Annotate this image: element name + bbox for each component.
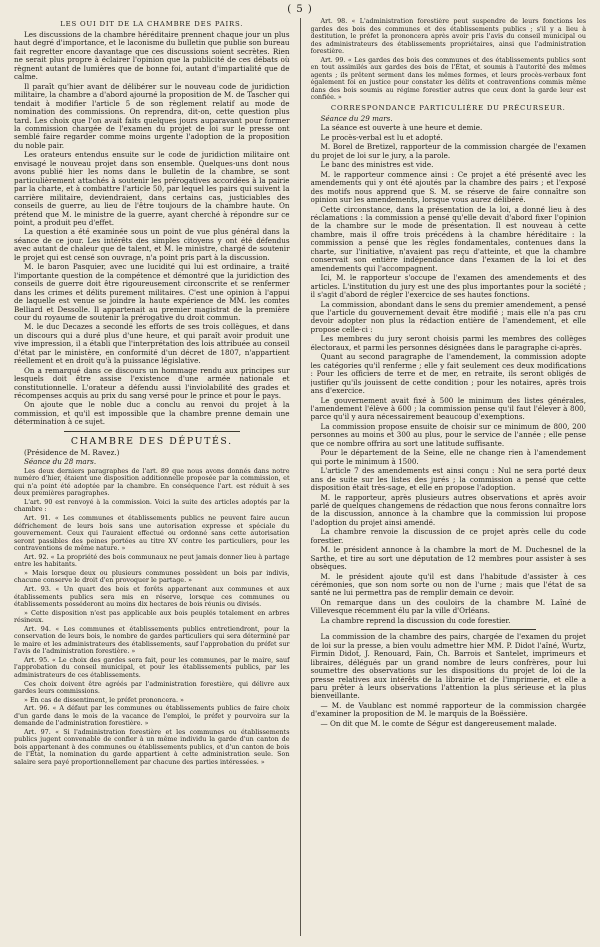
column-rule bbox=[300, 18, 301, 936]
news-paragraph: — M. de Vaublanc est nommé rapporteur de la commission chargée d'examiner la proposition de M. le marquis de la Boëssière. bbox=[310, 700, 587, 719]
paragraph: La commission propose ensuite de choisir sur ce minimum de 800, 200 personnes au moins et 300 au plus, pour le service de l'année ; elle pense que ce nombre offrira au sort une latitude suffisante. bbox=[310, 421, 587, 448]
paragraph: La chambre reprend la discussion du code forestier. bbox=[320, 615, 511, 625]
article-paragraph: Art. 99. « Les gardes des bois des communes et des établissements publics sont en tout assimilés aux gardes des bois de l'État, et soumis à l'autorité des mêmes agents ; ils prêtent serment dans les mêmes formes, et leurs procès-verbaux font également foi en justice pour constater les délits et contraventions commis même dans des bois soumis au régime forestier autres que ceux dont la garde leur est confiée. » bbox=[310, 55, 587, 102]
paragraph: Ici, M. le rapporteur s'occupe de l'examen des amendements et des articles. L'institution du jury est une des plus importantes pour la société ; il s'agit d'abord de régler l'exercice de ses hautes fonctions. bbox=[310, 273, 587, 300]
section-title-correspondence: CORRESPONDANCE PARTICULIÈRE DU PRÉCURSEUR. bbox=[330, 104, 566, 113]
article-paragraph: Art. 97. « Si l'administration forestière et les communes ou établissements publics jugent convenable de confier à un même individu la garde d'un canton de bois appartenant à des communes ou établissements publics, et d'un canton de bois de l'État, la nomination du garde appartient à cette administration seule. Son salaire sera payé proportionnellement par chacune des parties intéressées. » bbox=[14, 727, 290, 766]
article-paragraph: L'art. 90 est renvoyé à la commission. Voici la suite des articles adoptés par la chambre : bbox=[14, 497, 290, 514]
paragraph: La séance est ouverte à une heure et demie. bbox=[320, 123, 483, 133]
article-paragraph: Art. 94. « Les communes et établissements publics entretiendront, pour la conservation de leurs bois, le nombre de gardes particuliers qui sera déterminé par le maire et les administrateurs des établissements, sauf l'approbation du préfet sur l'avis de l'administration forestière. » bbox=[14, 624, 290, 656]
section-divider bbox=[64, 431, 240, 432]
session-date-correspondence: Séance du 29 mars. bbox=[320, 114, 393, 124]
session-date-deputies: Séance du 28 mars. bbox=[24, 457, 97, 467]
paragraph: Cette circonstance, dans la présentation de la loi, a donné lieu à des réclamations : la commission a pensé qu'elle devait d'abord fixer l'opinion de la chambre sur le mode de présentation. Il est nouveau à cette chambre, mais il offre trois précédens à la chambre héréditaire : la commission a pensé que les règles fondamentales, contenues dans la charte, sur l'initiative, n'avaient pas reçu d'atteinte, et que la chambre conservait son entière indépendance dans l'examen de la loi et des amendements qui l'accompagnent. bbox=[310, 204, 587, 273]
paragraph: M. le rapporteur commence ainsi : Ce projet a été présenté avec les amendements qui y ont été ajoutés par la chambre des pairs ; et l'exposé des motifs nous apprend que S. M. se réserve de faire connaître son opinion sur les amendements, lorsque vous aurez délibéré. bbox=[310, 169, 587, 205]
paragraph: La commission, abondant dans le sens du premier amendement, a pensé que l'article du gouvernement devait être modifié ; mais elle n'a pas cru devoir adopter non plus la rédaction entière de l'amendement, et elle propose celle-ci : bbox=[310, 299, 587, 334]
paragraph: Les discussions de la chambre héréditaire prennent chaque jour un plus haut degré d'importance, et le laconisme du bulletin que publie son bureau fait regretter encore davantage que ces discussions soient secrètes. Rien ne serait plus propre à éclairer l'opinion que la publicité de ces débats où règnent autant de lumières que de bonne foi, autant d'impartialité que de calme. bbox=[14, 30, 290, 82]
section-title-peers: LES OUI DIT DE LA CHAMBRE DES PAIRS. bbox=[60, 20, 244, 28]
paragraph: Les membres du jury seront choisis parmi les membres des collèges électoraux, et parmi les personnes désignées dans le paragraphe ci-après. bbox=[310, 334, 587, 352]
paragraph: M. le duc Decazes a secondé les efforts de ses trois collègues, et dans un discours qui a duré plus d'une heure, et qui paraît avoir produit une vive impression, il a établi que l'interprétation des lois attribuée au conseil d'état par le ministère, en conformité d'un décret de 1807, n'appartient réellement et en droit qu'à la puissance législative. bbox=[14, 322, 290, 366]
article-paragraph: Art. 98. « L'administration forestière peut suspendre de leurs fonctions les gardes des bois des communes et des établissements publics ; s'il y a lieu à destitution, le préfet la prononcera après avoir pris l'avis du conseil municipal ou des administrateurs des établissements propriétaires, ainsi que l'administration forestière. bbox=[310, 18, 587, 56]
paragraph: Le banc des ministres est vide. bbox=[320, 160, 434, 170]
paragraph: Le gouvernement avait fixé à 500 le minimum des listes générales, l'amendement l'élève à 600 ; la commission pense qu'il faut l'élever à 800, parce qu'il y aura nécessairement beaucoup d'exemptions. bbox=[310, 395, 587, 422]
paragraph: M. le président ajoute qu'il est dans l'habitude d'assister à ces cérémonies, que son nom sorte ou non de l'urne ; mais que l'état de sa santé ne lui permettra pas de remplir demain ce devoir. bbox=[310, 571, 587, 598]
section-deputies-body bbox=[14, 468, 290, 767]
paragraph: On remarque dans un des couloirs de la chambre M. Laîné de Villevesque récemment élu par la ville d'Orléans. bbox=[310, 597, 587, 616]
section-divider bbox=[361, 629, 537, 630]
article-paragraph: Art. 91. « Les communes et établissements publics ne peuvent faire aucun défrichement de leurs bois sans une autorisation expresse et spéciale du gouvernement. Ceux qui l'auraient effectué ou ordonné sans cette autorisation seront passibles des peines portées au titre XV contre les particuliers, pour les contraventions de même nature. » bbox=[14, 514, 290, 553]
paragraph: Le procès-verbal est lu et adopté. bbox=[320, 132, 443, 142]
page-number: ( 5 ) bbox=[287, 4, 313, 15]
paragraph: On a remarqué dans ce discours un hommage rendu aux principes sur lesquels doit être assise l'existence d'une armée nationale et constitutionnelle. L'orateur a défendu aussi l'inviolabilité des grades et récompenses acquis au prix du sang versé pour le prince et pour le pays. bbox=[14, 365, 290, 401]
paragraph: L'article 7 des amendements est ainsi conçu : Nul ne sera porté deux ans de suite sur les listes des jurés ; la commission a pensé que cette disposition était très-sage, et elle en propose l'adoption. bbox=[310, 466, 587, 493]
news-paragraph: — On dit que M. le comte de Ségur est dangereusement malade. bbox=[320, 718, 557, 728]
section-peers-body bbox=[14, 31, 290, 427]
correspondence-body bbox=[311, 124, 587, 625]
section-title-deputies: CHAMBRE DES DÉPUTÉS. bbox=[70, 435, 233, 447]
paragraph: M. le baron Pasquier, avec une lucidité qui lui est ordinaire, a traité l'importante question de la compétence et démontré que la juridiction des conseils de guerre doit être rigoureusement circonscrite et se renfermer dans les crimes et délits purement militaires. C'est une opinion à l'appui de laquelle est venue se joindre la haute expérience de MM. les comtes Belliard et Dessolle. Il appartenait au premier magistrat de la première cour du royaume de soutenir la prérogative du droit commun. bbox=[14, 262, 290, 322]
article-paragraph: Art. 93. « Un quart des bois et forêts appartenant aux communes et aux établissements publics sera mis en réserve, lorsque ces communes ou établissements posséderont au moins dix hectares de bois réunis ou divisés. bbox=[14, 584, 290, 609]
presidency-line: (Présidence de M. Ravez.) bbox=[24, 447, 120, 457]
article-paragraph: » En cas de dissentiment, le préfet prononcera. » bbox=[24, 695, 184, 704]
paragraph: La chambre renvoie la discussion de ce projet après celle du code forestier. bbox=[310, 527, 587, 545]
paragraph: Pour le département de la Seine, elle ne change rien à l'amendement qui porte le minimum à 1500. bbox=[310, 448, 587, 466]
article-paragraph: Les deux derniers paragraphes de l'art. 89 que nous avons donnés dans notre numéro d'hier, étaient une disposition additionnelle proposée par la commission, et qui n'a point été adoptée par la chambre. En conséquence l'art. est réduit à ses deux premières paragraphes. bbox=[14, 466, 290, 498]
article-paragraph: » Mais lorsque deux ou plusieurs communes possèdent un bois par indivis, chacune conserve le droit d'en provoquer le partage. » bbox=[14, 568, 290, 585]
paragraph: Les orateurs entendus ensuite sur le code de juridiction militaire ont envisagé le nouveau projet dans son ensemble. Quelques-uns dont nous avons publié hier les noms dans le bulletin de la chambre, se sont particulièrement attachés à soutenir les prérogatives accordées à la pairie par la charte, et à combattre l'article 50, par lequel les pairs qui suivent la carrière militaire, deviendraient, dans certains cas, justiciables des conseils de guerre, au lieu de l'être toujours de la chambre haute. On prétend que M. le ministre de la guerre, ayant cherché à répondre sur ce point, a produit peu d'effet. bbox=[14, 150, 290, 227]
paragraph: M. Borel de Bretizel, rapporteur de la commission chargée de l'examen du projet de loi sur le jury, a la parole. bbox=[310, 142, 587, 160]
columns bbox=[14, 18, 586, 936]
paragraph: M. le rapporteur, après plusieurs autres observations et après avoir parlé de quelques changemens de rédaction que nous ferons connaître lors de la discussion, annonce à la chambre que la commission lui propose l'adoption du projet ainsi amendé. bbox=[310, 492, 587, 527]
article-paragraph: » Cette disposition n'est pas applicable aux bois peuplés totalement en arbres résineux. bbox=[14, 608, 290, 625]
article-paragraph: Art. 95. « Le choix des gardes sera fait, pour les communes, par le maire, sauf l'approbation du conseil municipal, et pour les établissements publics, par les administrateurs de ces établissements. bbox=[14, 655, 290, 679]
paragraph: Il paraît qu'hier avant de délibérer sur le nouveau code de juridiction militaire, la chambre a d'abord ajourné la proposition de M. de Tascher qui tendait à modifier l'article 5 de son règlement relatif au mode de nomination des commissions. On reprendra, dit-on, cette question plus tard. Les choix que l'on avait faits quelques jours auparavant pour former la commission chargée de l'examen du projet de loi sur le presse ont semblé faire regarder comme moins urgente l'adoption de la proposition du noble pair. bbox=[14, 81, 290, 150]
paragraph: Quant au second paragraphe de l'amendement, la commission adopte les catégories qu'il renferme ; elle y fait seulement ces deux modifications : Pour les officiers de terre et de mer, en retraite, ils seront obligés de justifier qu'ils jouissent de cette condition ; pour les notaires, après trois ans d'exercice. bbox=[310, 352, 587, 396]
right-column bbox=[311, 18, 587, 936]
left-column bbox=[14, 18, 290, 936]
news-items bbox=[311, 633, 587, 728]
article-paragraph: Art. 92. « La propriété des bois communaux ne peut jamais donner lieu à partage entre les habitants. bbox=[14, 552, 290, 569]
news-paragraph: La commission de la chambre des pairs, chargée de l'examen du projet de loi sur la presse, a bien voulu admettre hier MM. P. Didot l'aîné, Wurtz, Firmin Didot, J. Renouard, Fain, Ch. Barrois et Santelet, imprimeurs et libraires, délégués par un grand nombre de leurs confrères, pour lui soumettre des observations sur les dispositions du projet de loi de la presse relatives aux intérêts de la librairie et de l'imprimerie, et elle a paru prêter à leurs observations l'attention la plus sérieuse et la plus bienveillante. bbox=[310, 632, 587, 701]
article-paragraph: Ces choix doivent être agréés par l'administration forestière, qui délivre aux gardes leurs commissions. bbox=[14, 679, 290, 696]
paragraph: M. le président annonce à la chambre la mort de M. Duchesnel de la Sarthe, et tire au sort une députation de 12 membres pour assister à ses obsèques. bbox=[310, 545, 587, 572]
forest-code-articles bbox=[311, 18, 587, 102]
paragraph: La question a été examinée sous un point de vue plus général dans la séance de ce jour. Les intérêts des simples citoyens y ont été défendus avec autant de chaleur que de talent, et M. le ministre, chargé de soutenir le projet qui est censé son ouvrage, n'a point pris part à la discussion. bbox=[14, 227, 290, 262]
article-paragraph: Art. 96. « A défaut par les communes ou établissements publics de faire choix d'un garde dans le mois de la vacance de l'emploi, le préfet y pourvoira sur la demande de l'administration forestière. » bbox=[14, 704, 290, 728]
paragraph: On ajoute que le noble duc a conclu au renvoi du projet à la commission, et qu'il est impossible que la chambre prenne demain une détermination à ce sujet. bbox=[14, 400, 290, 427]
